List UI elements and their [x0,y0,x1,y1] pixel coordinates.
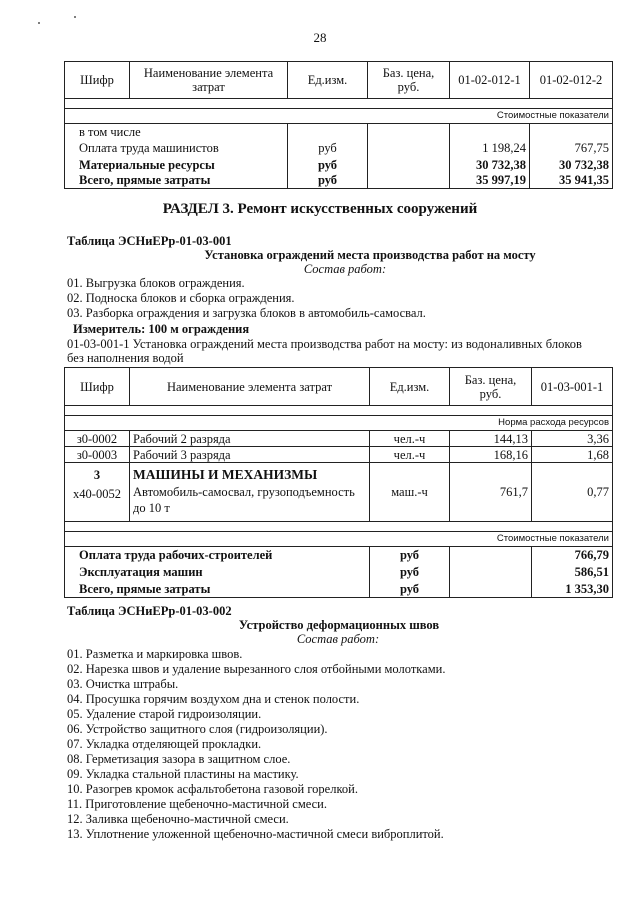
block1-works-label: Состав работ: [303,262,387,276]
table-row [65,564,613,581]
machine-group-row [65,463,613,522]
table-header-row [65,368,613,406]
block1-desc-line1: 01-03-001-1 Установка ограждений места производства работ на мосту: из водоналивных блоков [67,337,582,351]
section-title: РАЗДЕЛ 3. Ремонт искусственных сооружений [162,201,478,217]
header-name: Наименование элемента затрат [130,368,370,406]
resource-table-01-03-001 [64,367,613,598]
page-number: 28 [313,30,327,45]
header-code-1: 01-02-012-1 [450,62,530,99]
list-item: 03. Очистка штрабы. [67,677,179,691]
block1-desc-line2: без наполнения водой [67,351,184,365]
list-item: 13. Уплотнение уложенной щебеночно-мастичной смеси виброплитой. [67,827,444,841]
row-unit: чел.-ч [370,447,450,463]
row-price: 144,13 [450,431,532,447]
cost-table-01-02-012 [64,61,613,189]
row-unit: чел.-ч [370,431,450,447]
spacer-row [65,406,613,416]
table-row [65,431,613,447]
header-name: Наименование элемента затрат [130,62,288,99]
list-item: 02. Подноска блоков и сборка ограждения. [67,291,295,305]
header-unit: Ед.изм. [370,368,450,406]
machine-price: 761,7 [450,463,532,522]
incl-label: в том числе [65,124,288,140]
table-header-row [65,62,613,99]
list-item: 07. Укладка отделяющей прокладки. [67,737,262,751]
total-unit: руб [370,564,450,581]
total-name: Оплата труда рабочих-строителей [65,547,370,564]
row-value-1: 1 198,24 [450,140,530,157]
list-item: 02. Нарезка швов и удаление вырезанного слоя отбойными молотками. [67,662,446,676]
table-row [65,157,613,173]
subheader-norm: Норма расхода ресурсов [65,416,613,431]
block1-title: Установка ограждений места производства работ на мосту [204,248,536,262]
table-row [65,547,613,564]
total-value: 586,51 [532,564,613,581]
machine-code: х40-0052 [73,487,121,501]
header-unit: Ед.изм. [288,62,368,99]
group-number: 3 [93,468,101,482]
subheader-cost: Стоимостные показатели [65,532,613,547]
row-code: з0-0003 [65,447,130,463]
row-value-1: 30 732,38 [450,157,530,173]
row-name: Рабочий 3 разряда [130,447,370,463]
row-price: 168,16 [450,447,532,463]
row-code: з0-0002 [65,431,130,447]
list-item: 10. Разогрев кромок асфальтобетона газовой горелкой. [67,782,358,796]
row-value-2: 35 941,35 [530,173,613,189]
block2-works-label: Состав работ: [296,632,380,646]
group-title: МАШИНЫ И МЕХАНИЗМЫ [133,467,318,482]
block1-meter: Измеритель: 100 м ограждения [73,322,250,336]
row-unit: руб [288,140,368,157]
header-code-1: 01-03-001-1 [532,368,613,406]
table-id-01-03-001: Таблица ЭСНиЕРр-01-03-001 [67,234,232,248]
spacer-row [65,522,613,532]
list-item: 06. Устройство защитного слоя (гидроизоляции). [67,722,328,736]
machine-name-line2: до 10 т [133,501,170,515]
header-code: Шифр [65,368,130,406]
header-code: Шифр [65,62,130,99]
total-value: 766,79 [532,547,613,564]
block1-works-list [67,276,426,321]
table-row [65,124,613,140]
list-item: 01. Выгрузка блоков ограждения. [67,276,245,290]
header-code-2: 01-02-012-2 [530,62,613,99]
total-name: Всего, прямые затраты [65,581,370,598]
total-name: Эксплуатация машин [65,564,370,581]
list-item: 05. Удаление старой гидроизоляции. [67,707,262,721]
row-unit: руб [288,157,368,173]
row-value: 1,68 [532,447,613,463]
spacer-row [65,99,613,109]
machine-value: 0,77 [532,463,613,522]
row-value: 3,36 [532,431,613,447]
header-price: Баз. цена, руб. [368,62,450,99]
block2-title: Устройство деформационных швов [238,618,440,632]
row-name: Оплата труда машинистов [65,140,288,157]
block2-works-list [67,647,445,842]
list-item: 11. Приготовление щебеночно-мастичной смеси. [67,797,327,811]
list-item: 04. Просушка горячим воздухом дна и стенок полости. [67,692,360,706]
list-item: 08. Герметизация зазора в защитном слое. [67,752,291,766]
machine-name-line1: Автомобиль-самосвал, грузоподъемность [133,485,355,499]
row-unit: руб [288,173,368,189]
table-id-01-03-002: Таблица ЭСНиЕРр-01-03-002 [67,604,232,618]
table-row [65,140,613,157]
total-unit: руб [370,581,450,598]
list-item: 09. Укладка стальной пластины на мастику. [67,767,299,781]
machine-unit: маш.-ч [370,463,450,522]
row-name: Материальные ресурсы [65,157,288,173]
list-item: 03. Разборка ограждения и загрузка блоков в автомобиль-самосвал. [67,306,426,320]
subheader-cost: Стоимостные показатели [65,109,613,124]
total-unit: руб [370,547,450,564]
row-value-1: 35 997,19 [450,173,530,189]
total-value: 1 353,30 [532,581,613,598]
list-item: 01. Разметка и маркировка швов. [67,647,243,661]
row-value-2: 767,75 [530,140,613,157]
table-row [65,581,613,598]
table-row [65,173,613,189]
row-name: Рабочий 2 разряда [130,431,370,447]
row-name: Всего, прямые затраты [65,173,288,189]
list-item: 12. Заливка щебеночно-мастичной смеси. [67,812,289,826]
table-row [65,447,613,463]
row-value-2: 30 732,38 [530,157,613,173]
header-price: Баз. цена, руб. [450,368,532,406]
